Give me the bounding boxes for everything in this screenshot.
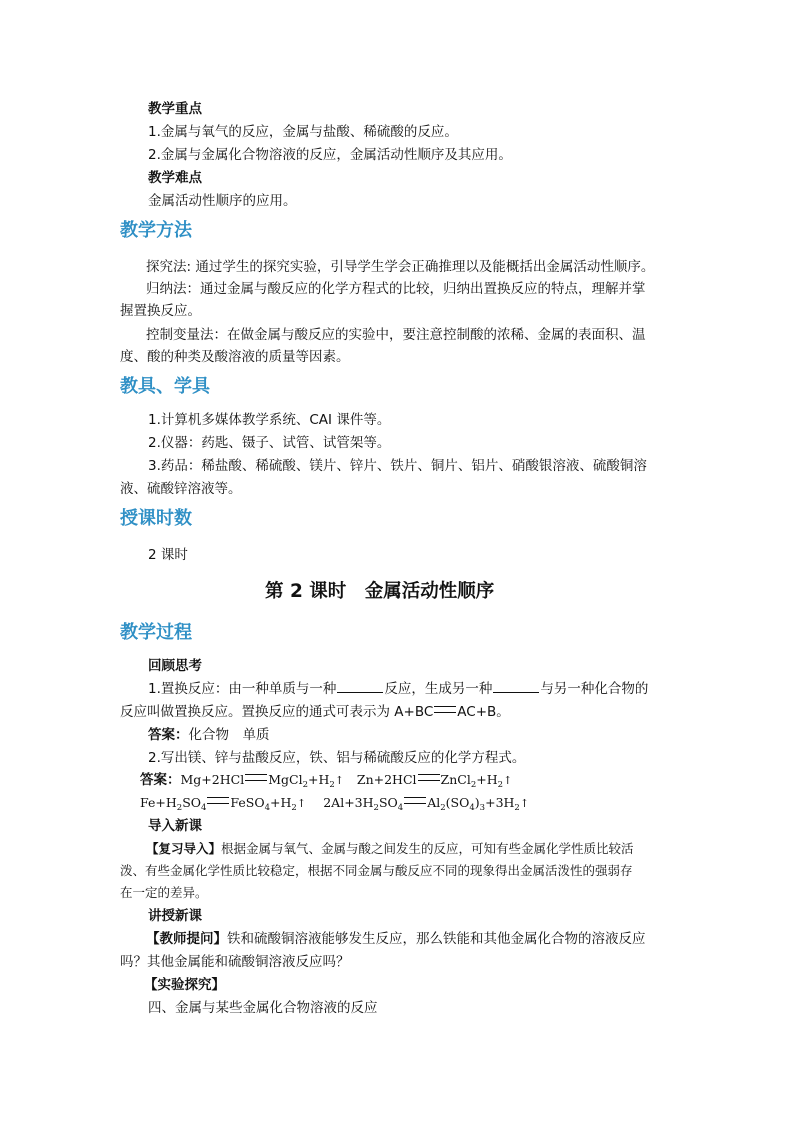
answer-2-label: 答案：	[140, 772, 181, 788]
experiment-tag: 【实验探究】	[144, 977, 225, 993]
method-inquiry: 探究法: 通过学生的探究实验，引导学生学会正确推理以及能概括出金属活动性顺序。	[146, 259, 655, 275]
question-1-line2	[120, 703, 510, 721]
key-points-heading: 教学重点	[148, 101, 202, 117]
tools-item-1: 1.计算机多媒体教学系统、CAI 课件等。	[148, 412, 391, 428]
review-intro-line1	[146, 840, 634, 858]
method-control-line2: 度、酸的种类及酸溶液的质量等因素。	[120, 349, 350, 365]
question-1-part-c: 与另一种化合物的	[540, 681, 649, 697]
teacher-question-line2: 吗？其他金属能和硫酸铜溶液反应吗？	[120, 954, 350, 970]
new-lesson-heading: 讲授新课	[148, 908, 202, 924]
section-four-heading: 四、金属与某些金属化合物溶液的反应	[148, 1000, 378, 1016]
intro-heading: 导入新课	[148, 818, 202, 834]
answer-blank-2	[493, 680, 539, 693]
methods-heading: 教学方法	[120, 220, 192, 241]
difficulties-heading: 教学难点	[148, 170, 202, 186]
teacher-question-tag: 【教师提问】	[146, 931, 227, 947]
equals-sign	[434, 706, 456, 713]
tools-item-2: 2.仪器：药匙、镊子、试管、试管架等。	[148, 435, 391, 451]
tools-item-3-line2: 液、硫酸锌溶液等。	[120, 481, 242, 497]
question-1-line2-end: AC+B。	[457, 704, 510, 720]
method-control-line1: 控制变量法：在做金属与酸反应的实验中，要注意控制酸的浓稀、金属的表面积、温	[146, 327, 646, 343]
tools-item-3-line1: 3.药品：稀盐酸、稀硫酸、镁片、锌片、铁片、铜片、铝片、硝酸银溶液、硫酸铜溶	[148, 458, 647, 474]
answer-blank-1	[337, 680, 383, 693]
difficulties-text: 金属活动性顺序的应用。	[148, 193, 297, 209]
equation-fe: $Fe+H_2SO_4$ $FeSO_4+H_2↑$	[140, 795, 307, 813]
question-1-part-b: 反应，生成另一种	[384, 681, 493, 697]
review-heading: 回顾思考	[148, 658, 202, 674]
key-point-2: 2.金属与金属化合物溶液的反应，金属活动性顺序及其应用。	[148, 147, 512, 163]
method-induction-line2: 握置换反应。	[120, 303, 201, 319]
answer-label: 答案：	[148, 727, 189, 743]
question-1-line1	[148, 680, 648, 698]
key-point-1: 1.金属与氧气的反应，金属与盐酸、稀硫酸的反应。	[148, 124, 458, 140]
hours-heading: 授课时数	[120, 508, 192, 529]
process-heading: 教学过程	[120, 622, 192, 643]
tools-heading: 教具、学具	[120, 376, 210, 397]
answer-2-line2	[140, 794, 529, 813]
hours-text: 2 课时	[148, 547, 188, 563]
equation-zn: Zn+2HCl $ZnCl_2+H_2↑$	[356, 772, 513, 790]
teacher-question-text1: 铁和硫酸铜溶液能够发生反应，那么铁能和其他金属化合物的溶液反应	[227, 931, 646, 947]
question-2: 2.写出镁、锌与盐酸反应，铁、铝与稀硫酸反应的化学方程式。	[148, 750, 526, 766]
review-intro-line2: 泼、有些金属化学性质比较稳定，根据不同金属与酸反应不同的现象得出金属活泼性的强弱存	[120, 863, 633, 878]
question-1-line2-text: 反应叫做置换反应。置换反应的通式可表示为 A+BC	[120, 704, 434, 720]
lesson-title: 第 2 课时 金属活动性顺序	[265, 581, 495, 602]
review-intro-text1: 根据金属与氧气、金属与酸之间发生的反应，可知有些金属化学性质比较活	[221, 841, 634, 856]
review-intro-line3: 在一定的差异。	[120, 885, 208, 900]
answer-1-text: 化合物 单质	[188, 727, 270, 743]
method-induction-line1: 归纳法：通过金属与酸反应的化学方程式的比较，归纳出置换反应的特点，理解并掌	[146, 281, 646, 297]
question-1-part-a: 1.置换反应：由一种单质与一种	[148, 681, 337, 697]
answer-2-line1	[140, 771, 512, 790]
equation-al: $2Al+3H_2SO_4$ $Al_2(SO_4)_3+3H_2↑$	[323, 795, 530, 813]
equation-mg: Mg+2HCl $MgCl_2+H_2↑$	[180, 772, 345, 790]
answer-1	[148, 726, 270, 744]
review-intro-tag: 【复习导入】	[146, 841, 222, 856]
teacher-question-line1	[146, 930, 646, 948]
